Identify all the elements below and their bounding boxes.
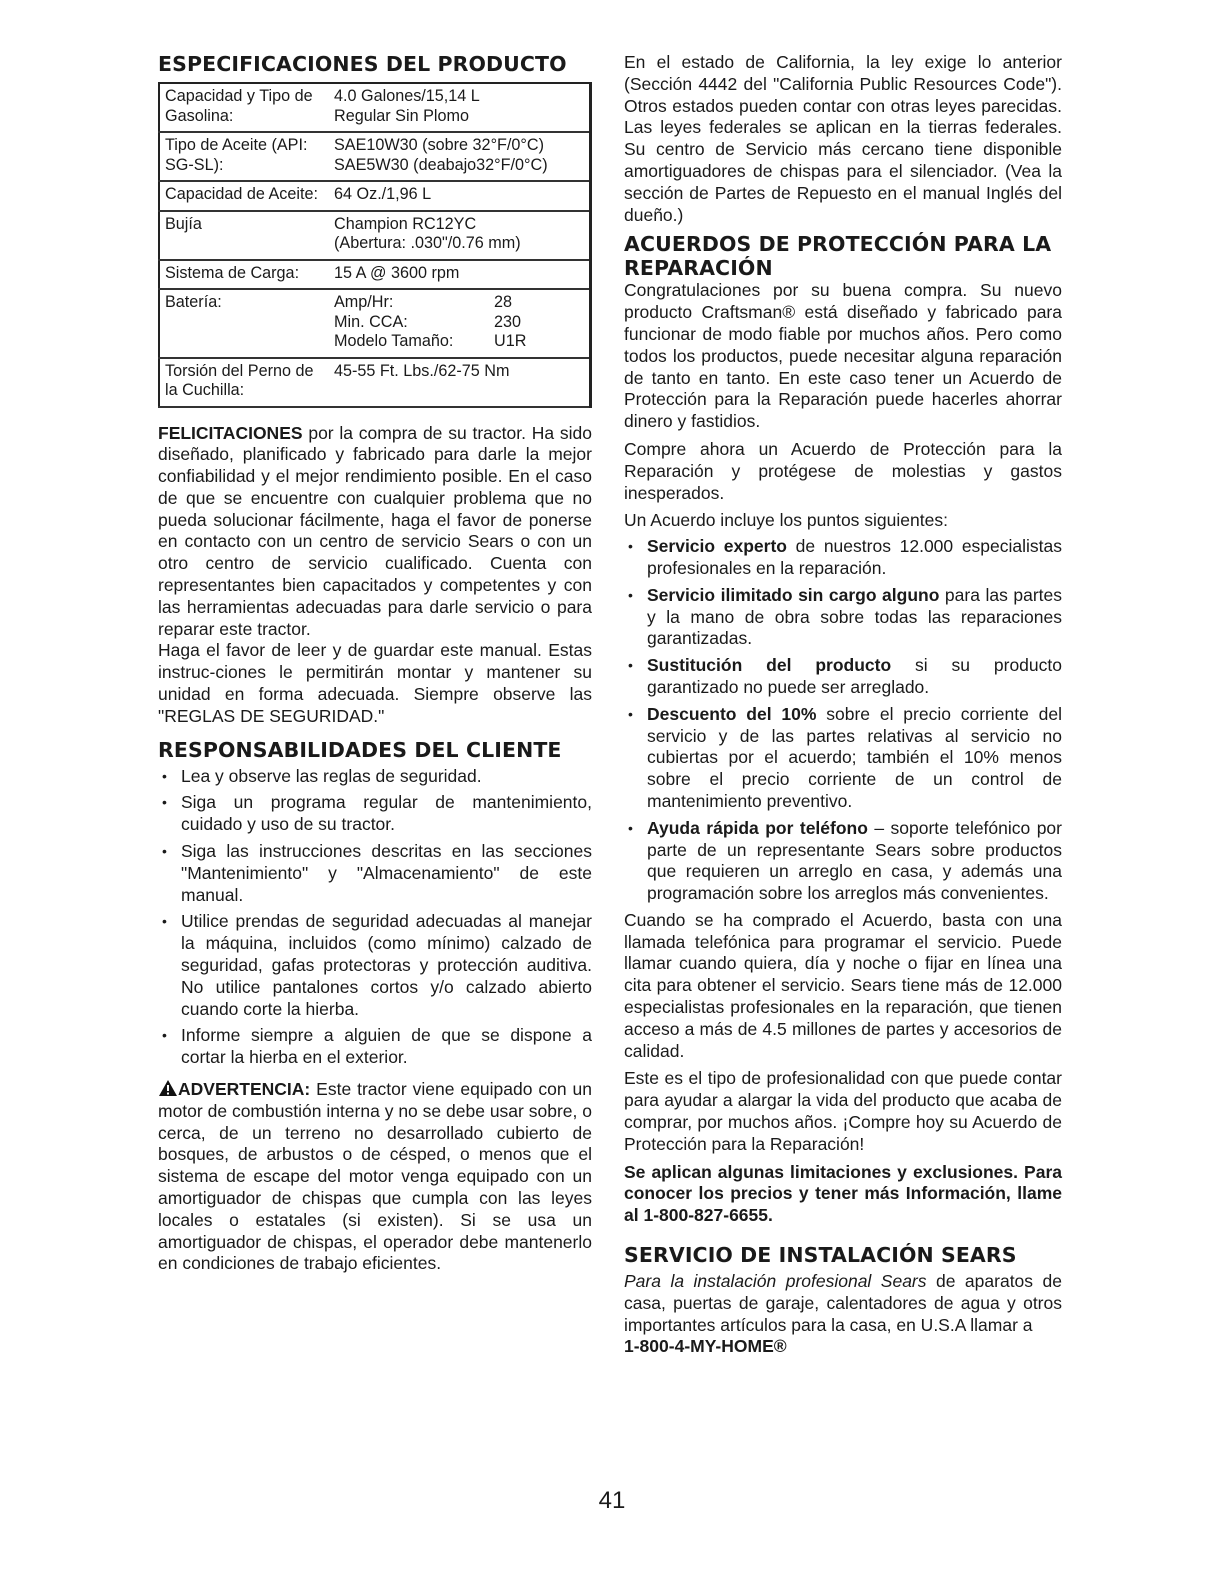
list-item: • Siga un programa regular de mantenimiento, cuidado y uso de su tractor. — [158, 792, 592, 836]
battery-value: U1R — [494, 332, 527, 350]
instalacion-phone: 1-800-4-MY-HOME® — [624, 1336, 787, 1357]
battery-value: 230 — [494, 312, 522, 331]
list-item — [624, 655, 1062, 699]
battery-value: 28 — [494, 293, 513, 311]
item-text: de nuestros 12.000 especialistas profesionales en la reparación. — [647, 536, 1063, 578]
limitaciones-paragraph: Se aplican algunas limitaciones y exclusiones. Para conocer los precios y tener más Información, llame al 1-800-827-6655. — [624, 1161, 1062, 1226]
instalacion-paragraph — [624, 1271, 1062, 1336]
list-item: • Siga las instrucciones descritas en las secciones "Mantenimiento" y "Almacenamiento" de este manual. — [158, 841, 592, 906]
table-row — [159, 132, 591, 181]
item-bold: Servicio ilimitado sin cargo alguno — [647, 584, 940, 605]
spec-value: 64 Oz./1,96 L — [329, 181, 591, 211]
felicitaciones-text: por la compra de su tractor. Ha sido diseñado, planificado y fabricado para darle la mejor confiabilidad y el mejor rendimiento posible. En el caso de que se encuentre con cualquier problema que no pueda solucionar fácilmente, haga el favor de ponerse en contacto con un centro de servicio Sears o con un otro centro de servicio cualificado. Cuenta con representantes bien capacitados y competentes y con las herramientas adecuadas para darle servicio o para reparar este tractor. — [158, 422, 592, 639]
table-row — [159, 289, 591, 358]
advertencia-text: Este tractor viene equipado con un motor de combustión interna y no se debe usar sobre, o cerca, de un terreno no desarrollado cubierto de bosques, de arbustos o de césped, o menos que el sistema de escape del motor venga equipado con un amortiguador de chispas que cumpla con las leyes locales o estatales (si existen). Si se usa un amortiguador de chispas, el operador debe mantenerlo en condiciones de trabajo eficientes. — [158, 1079, 592, 1274]
item-text: sobre el precio corriente del servicio y de las partes relativas al servicio no cubiertas por el acuerdo; también el 10% menos sobre el precio corriente de un control de mantenimiento preventivo. — [647, 703, 1063, 811]
spec-title: ESPECIFICACIONES DEL PRODUCTO — [158, 52, 567, 76]
list-item — [624, 536, 1062, 580]
list-item: • Informe siempre a alguien de que se dispone a cortar la hierba en el exterior. — [158, 1025, 592, 1069]
acuerdo-items-list — [624, 536, 1062, 905]
item-text: – soporte telefónico por parte de un representante Sears sobre productos que requieren un arreglo en casa, y además una programación sobre los arreglos más convenientes. — [647, 817, 1062, 904]
spec-key: Torsión del Perno de la Cuchilla: — [159, 358, 329, 407]
incluye-paragraph: Un Acuerdo incluye los puntos siguientes: — [624, 510, 948, 531]
responsabilidades-list — [158, 766, 592, 1069]
battery-label: Min. CCA: — [334, 312, 408, 331]
table-row — [159, 211, 591, 260]
item-bold: Descuento del 10% — [647, 703, 817, 724]
table-row — [159, 181, 591, 211]
california-paragraph: En el estado de California, la ley exige lo anterior (Sección 4442 del "California Public Resources Code"). Otros estados pueden contar con otras leyes parecidas. Las leyes federales se aplican en la tierras federales. Su centro de Servicio más cercano tiene disponible amortiguadores de chispas para el silenciador. (Vea la sección de Partes de Repuesto en el manual Inglés del dueño.) — [624, 52, 1062, 225]
spec-value: 45-55 Ft. Lbs./62-75 Nm — [329, 358, 591, 407]
item-text: si su producto garantizado no puede ser arreglado. — [647, 655, 1062, 697]
spec-value — [329, 211, 591, 260]
left-column — [158, 52, 592, 1275]
spec-value-line: SAE5W30 (deabajo32°F/0°C) — [334, 155, 548, 174]
spec-value-line: 4.0 Galones/15,14 L — [334, 87, 480, 105]
spec-value — [329, 83, 591, 132]
item-text: para las partes y la mano de obra sobre todas las reparaciones garantizadas. — [647, 584, 1062, 649]
spec-key: Tipo de Aceite (API: SG-SL): — [159, 132, 329, 181]
list-item — [624, 818, 1062, 905]
congratulaciones-paragraph: Congratulaciones por su buena compra. Su nuevo producto Craftsman® está diseñado y fabricado para funcionar de modo fiable por muchos años. Pero como todos los productos, puede necesitar alguna reparación de tanto en tanto. En este caso tener un Acuerdo de Protección para la Reparación puede hacerles ahorrar dinero y fastidios. — [624, 280, 1062, 432]
list-item: • Lea y observe las reglas de seguridad. — [158, 766, 592, 788]
list-item — [624, 585, 1062, 650]
table-row — [159, 260, 591, 290]
page-number: 41 — [598, 1487, 626, 1514]
felicitaciones-bold: FELICITACIONES — [158, 422, 303, 443]
battery-grid — [334, 293, 585, 352]
spec-key: Batería: — [159, 289, 329, 358]
item-bold: Servicio experto — [647, 536, 787, 557]
spec-value — [329, 132, 591, 181]
instalacion-text: de aparatos de casa, puertas de garaje, calentadores de agua y otros importantes artículos para la casa, en U.S.A llamar a — [624, 1271, 1062, 1335]
item-bold: Sustitución del producto — [647, 655, 892, 676]
spec-key: Bujía — [159, 211, 329, 260]
responsabilidades-title: RESPONSABILIDADES DEL CLIENTE — [158, 737, 562, 762]
table-row — [159, 83, 591, 132]
table-row — [159, 358, 591, 407]
instalacion-italic: Para la instalación profesional Sears — [624, 1271, 927, 1292]
spec-value-line: Champion RC12YC — [334, 214, 477, 233]
spec-value: 15 A @ 3600 rpm — [329, 260, 591, 290]
right-column — [624, 52, 1062, 1358]
spec-value-line: Regular Sin Plomo — [334, 106, 469, 125]
compre-paragraph: Compre ahora un Acuerdo de Protección para la Reparación y protégese de molestias y gastos inesperados. — [624, 438, 1062, 503]
spec-key: Capacidad de Aceite: — [159, 181, 329, 211]
list-item — [624, 704, 1062, 813]
este-paragraph: Este es el tipo de profesionalidad con que puede contar para ayudar a alargar la vida del producto que acaba de comprar, por muchos años. ¡Compre hoy su Acuerdo de Protección para la Reparación! — [624, 1068, 1062, 1154]
spec-key: Sistema de Carga: — [159, 260, 329, 290]
spec-key: Capacidad y Tipo de Gasolina: — [159, 83, 329, 132]
battery-label: Amp/Hr: — [334, 293, 394, 311]
spec-value-line: SAE10W30 (sobre 32°F/0°C) — [334, 136, 544, 154]
acuerdos-title: ACUERDOS DE PROTECCIÓN PARA LA REPARACIÓN — [624, 232, 1052, 281]
felicitaciones-paragraph — [158, 423, 592, 641]
list-item: • Utilice prendas de seguridad adecuadas al manejar la máquina, incluidos (como mínimo) calzado de seguridad, gafas protectoras y protección auditiva. No utilice pantalones cortos y/o calzado abierto cuando corte la hierba. — [158, 911, 592, 1020]
advertencia-paragraph — [158, 1079, 592, 1275]
warning-icon — [158, 1079, 178, 1097]
spec-table — [158, 82, 592, 408]
item-bold: Ayuda rápida por teléfono — [647, 817, 868, 838]
spec-value — [329, 289, 591, 358]
advertencia-bold: ADVERTENCIA: — [178, 1079, 311, 1100]
battery-label: Modelo Tamaño: — [334, 332, 454, 350]
spec-value-line: (Abertura: .030"/0.76 mm) — [334, 234, 521, 252]
cuando-paragraph: Cuando se ha comprado el Acuerdo, basta con una llamada telefónica para programar el servicio. Puede llamar cuando quiera, día y noche o fijar en línea una cita para obtener el servicio. Sears tiene más de 12.000 especialistas profesionales en la reparación, que tienen acceso a más de 4.5 millones de partes y accesorios de calidad. — [624, 909, 1062, 1061]
instalacion-title: SERVICIO DE INSTALACIÓN SEARS — [624, 1243, 1017, 1268]
manual-paragraph: Haga el favor de leer y de guardar este manual. Estas instruc-ciones le permitirán montar y mantener su unidad en forma adecuada. Siempre observe las "REGLAS DE SEGURIDAD." — [158, 640, 592, 726]
